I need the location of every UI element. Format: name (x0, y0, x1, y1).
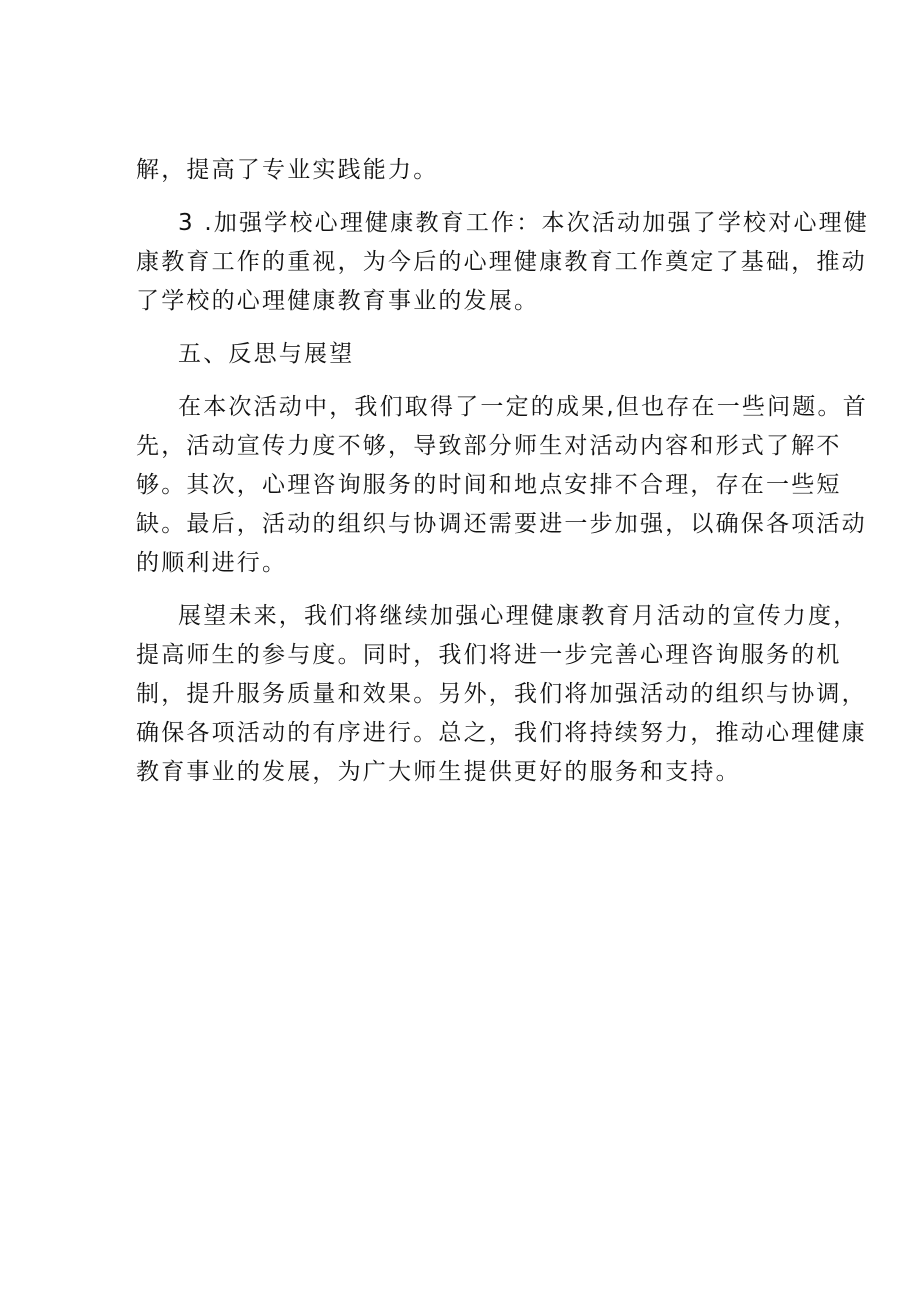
paragraph-line: 缺。最后，活动的组织与协调还需要进一步加强，以确保各项活动 (136, 511, 867, 537)
paragraph-line: 制，提升服务质量和效果。另外，我们将加强活动的组织与协调， (136, 681, 867, 707)
paragraph-line: 在本次活动中，我们取得了一定的成果,但也存在一些问题。首 (178, 394, 868, 420)
paragraph-line: 的顺利进行。 (136, 550, 288, 576)
paragraph-line: 解，提高了专业实践能力。 (136, 157, 439, 183)
paragraph-line: 够。其次，心理咨询服务的时间和地点安排不合理，存在一些短 (136, 472, 842, 498)
paragraph-line: 康教育工作的重视，为今后的心理健康教育工作奠定了基础，推动 (136, 249, 867, 275)
paragraph-line: 先，活动宣传力度不够，导致部分师生对活动内容和形式了解不 (136, 433, 842, 459)
outlook-paragraph (136, 597, 867, 792)
paragraph-line: 提高师生的参与度。同时，我们将进一步完善心理咨询服务的机 (136, 642, 842, 668)
paragraph-line: 展望未来，我们将继续加强心理健康教育月活动的宣传力度， (178, 603, 859, 629)
paragraph-line: 了学校的心理健康教育事业的发展。 (136, 288, 540, 314)
section-heading-text: 五、反思与展望 (178, 341, 355, 367)
section-heading (136, 335, 776, 374)
document-body (136, 151, 870, 792)
paragraph-continuation (136, 151, 776, 190)
paragraph-line: 教育事业的发展，为广大师生提供更好的服务和支持。 (136, 759, 741, 785)
paragraph-line: 3 .加强学校心理健康教育工作：本次活动加强了学校对心理健 (178, 210, 870, 236)
reflection-paragraph (136, 388, 868, 583)
paragraph-line: 确保各项活动的有序进行。总之，我们将持续努力，推动心理健康 (136, 720, 867, 746)
numbered-paragraph-3 (136, 204, 870, 321)
